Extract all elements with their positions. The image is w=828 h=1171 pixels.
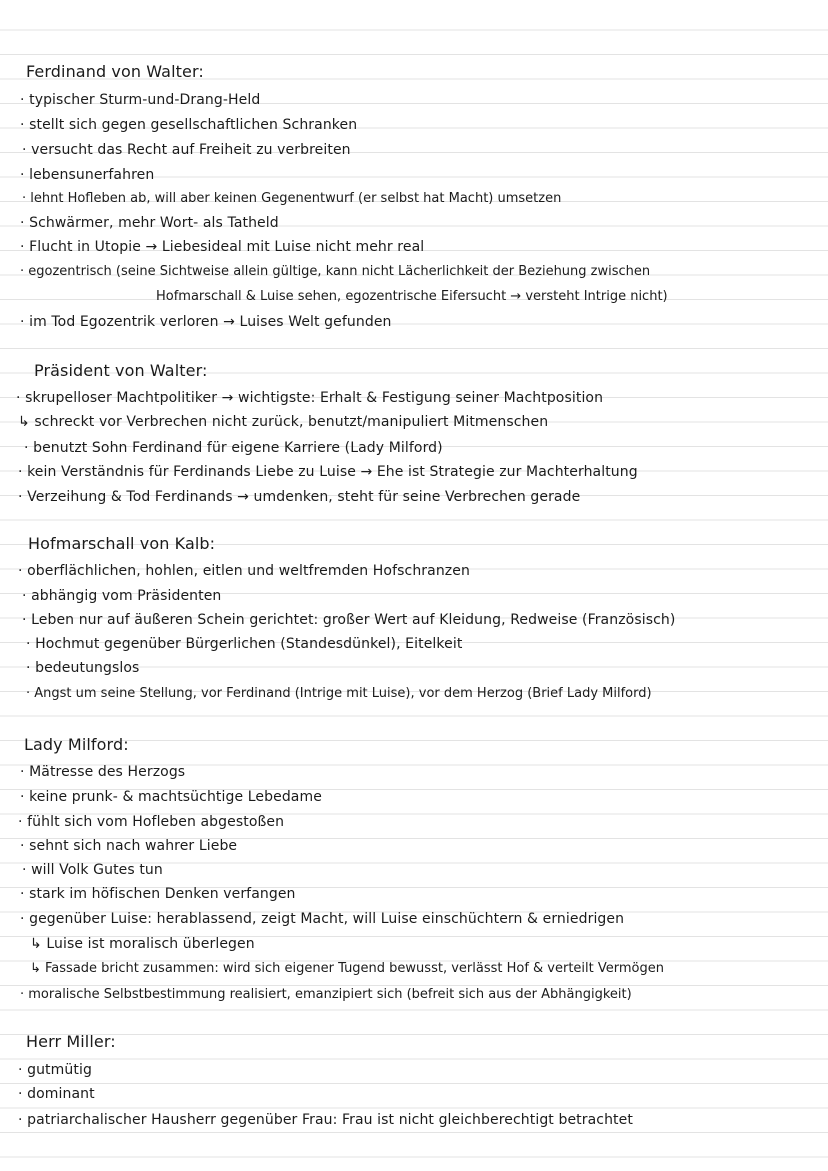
list-item: · dominant	[18, 1086, 95, 1102]
list-item: · stellt sich gegen gesellschaftlichen Schranken	[20, 117, 358, 133]
list-item: · Verzeihung & Tod Ferdinands → umdenken, steht für seine Verbrechen gerade	[18, 489, 581, 505]
list-subitem: ↳ Luise ist moralisch überlegen	[30, 936, 255, 952]
list-item: · moralische Selbstbestimmung realisiert, emanzipiert sich (befreit sich aus der Abhängigkeit)	[20, 987, 632, 1002]
section-heading-lady-milford: Lady Milford:	[24, 735, 129, 754]
list-item: · benutzt Sohn Ferdinand für eigene Karriere (Lady Milford)	[24, 440, 443, 456]
section-heading-hofmarschall: Hofmarschall von Kalb:	[28, 534, 216, 553]
list-item: · kein Verständnis für Ferdinands Liebe zu Luise → Ehe ist Strategie zur Machterhaltung	[18, 464, 638, 480]
list-item: · Leben nur auf äußeren Schein gerichtet: großer Wert auf Kleidung, Redweise (Französisch)	[22, 612, 676, 628]
list-item: · bedeutungslos	[26, 660, 140, 676]
list-item: · abhängig vom Präsidenten	[22, 588, 222, 604]
list-item: · gegenüber Luise: herablassend, zeigt Macht, will Luise einschüchtern & erniedrigen	[20, 911, 625, 927]
list-item: · stark im höfischen Denken verfangen	[20, 886, 296, 902]
list-subitem: ↳ schreckt vor Verbrechen nicht zurück, benutzt/manipuliert Mitmenschen	[18, 414, 549, 430]
list-item: · sehnt sich nach wahrer Liebe	[20, 838, 238, 854]
list-item: · fühlt sich vom Hofleben abgestoßen	[18, 814, 285, 830]
list-item: · oberflächlichen, hohlen, eitlen und weltfremden Hofschranzen	[18, 563, 470, 579]
list-item: · gutmütig	[18, 1062, 92, 1078]
list-item: · patriarchalischer Hausherr gegenüber Frau: Frau ist nicht gleichberechtigt betrachtet	[18, 1112, 633, 1128]
list-item: · im Tod Egozentrik verloren → Luises Welt gefunden	[20, 314, 392, 330]
list-item: · keine prunk- & machtsüchtige Lebedame	[20, 789, 322, 805]
list-item: · typischer Sturm-und-Drang-Held	[20, 92, 261, 108]
list-item: · will Volk Gutes tun	[22, 862, 163, 878]
section-heading-ferdinand: Ferdinand von Walter:	[26, 62, 204, 81]
section-heading-herr-miller: Herr Miller:	[26, 1032, 116, 1051]
list-item: · Mätresse des Herzogs	[20, 764, 186, 780]
list-item: · Angst um seine Stellung, vor Ferdinand (Intrige mit Luise), vor dem Herzog (Brief Lady Milford)	[26, 686, 652, 701]
list-item: · Schwärmer, mehr Wort- als Tatheld	[20, 215, 279, 231]
list-item: · Hochmut gegenüber Bürgerlichen (Standesdünkel), Eitelkeit	[26, 636, 463, 652]
list-subitem: ↳ Fassade bricht zusammen: wird sich eigener Tugend bewusst, verlässt Hof & verteilt Vermögen	[30, 961, 664, 976]
list-item: · lebensunerfahren	[20, 167, 155, 183]
list-item: · Flucht in Utopie → Liebesideal mit Luise nicht mehr real	[20, 239, 425, 255]
list-item: · egozentrisch (seine Sichtweise allein gültige, kann nicht Lächerlichkeit der Beziehung zwischen	[20, 264, 651, 279]
list-item: · versucht das Recht auf Freiheit zu verbreiten	[22, 142, 351, 158]
section-heading-praesident: Präsident von Walter:	[34, 361, 208, 380]
list-item: · lehnt Hofleben ab, will aber keinen Gegenentwurf (er selbst hat Macht) umsetzen	[22, 191, 562, 206]
list-item: · skrupelloser Machtpolitiker → wichtigste: Erhalt & Festigung seiner Machtposition	[16, 390, 604, 406]
list-item-continuation: Hofmarschall & Luise sehen, egozentrische Eifersucht → versteht Intrige nicht)	[156, 289, 668, 304]
